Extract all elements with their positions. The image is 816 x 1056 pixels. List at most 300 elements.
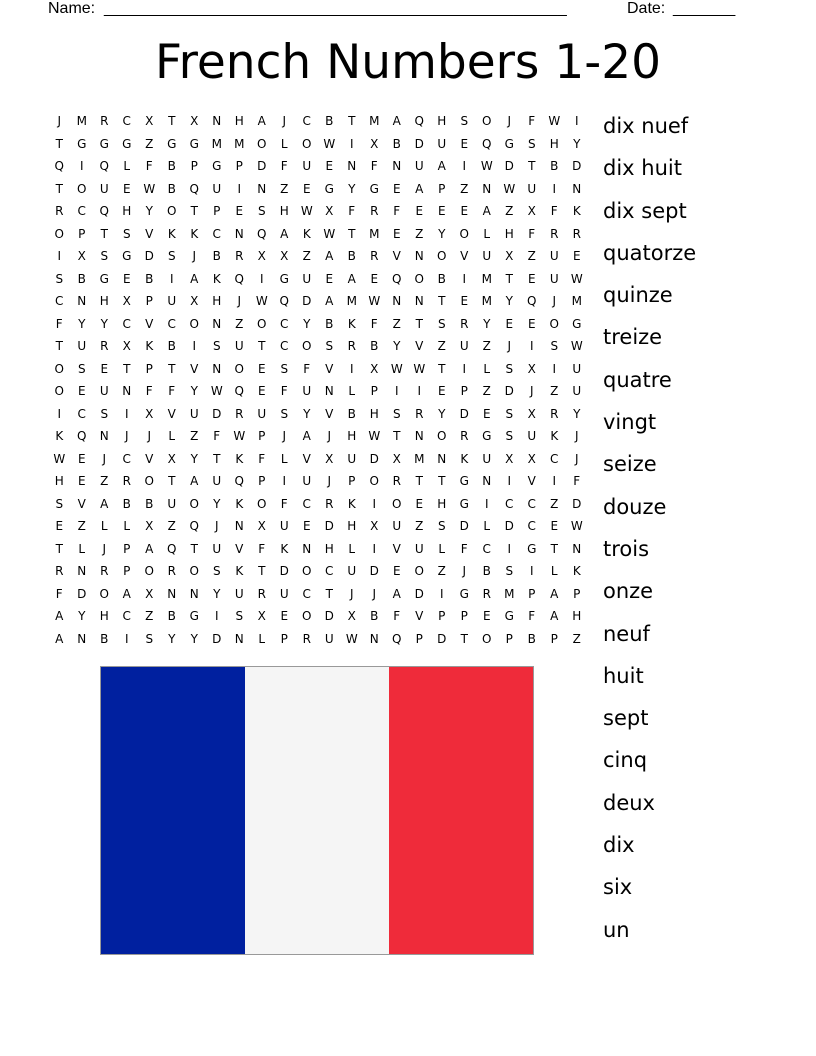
grid-letter: A [55,631,64,646]
grid-letter: B [392,136,401,151]
grid-letter: E [77,474,86,488]
grid-letter: K [55,429,64,443]
grid-letter: X [145,406,154,421]
grid-letter: M [414,451,425,466]
grid-row [48,493,588,516]
grid-letter: U [527,181,537,196]
grid-letter: E [325,159,334,173]
grid-letter: G [504,136,514,151]
grid-letter: X [527,204,536,218]
grid-letter: F [55,586,63,601]
grid-letter: H [549,136,559,151]
grid-letter: N [167,586,177,601]
grid-letter: D [459,519,469,533]
grid-letter: D [324,519,334,533]
grid-letter: L [483,519,491,533]
grid-row [48,313,588,336]
word-list-item: huit [603,663,644,688]
grid-letter: V [460,249,469,263]
grid-letter: E [460,136,469,151]
grid-letter: J [507,339,512,353]
date-label: Date: [627,0,666,17]
grid-letter: E [572,249,581,263]
grid-letter: Z [482,384,491,398]
grid-letter: B [145,271,154,286]
grid-letter: E [235,204,244,218]
grid-letter: T [55,136,63,151]
grid-letter: I [349,361,354,376]
grid-letter: P [123,541,131,556]
grid-letter: G [572,316,582,331]
grid-letter: O [302,564,312,578]
grid-letter: H [572,609,582,623]
grid-letter: Y [348,181,356,196]
grid-letter: A [550,586,559,601]
grid-letter: U [212,181,222,196]
grid-letter: N [212,316,222,331]
grid-letter: W [323,226,336,241]
grid-letter: B [347,406,356,421]
grid-letter: P [280,631,288,646]
grid-letter: X [527,406,536,421]
grid-letter: O [234,361,244,376]
grid-letter: T [168,361,176,376]
grid-letter: J [327,429,332,443]
grid-letter: R [55,564,64,578]
grid-letter: J [327,474,332,488]
grid-letter: N [234,519,244,533]
grid-letter: U [302,271,312,286]
grid-letter: C [122,316,131,331]
grid-letter: S [145,631,154,646]
grid-letter: Z [145,609,154,623]
word-list-item: seize [603,452,657,477]
grid-letter: O [54,384,64,398]
grid-letter: Y [303,316,311,331]
grid-letter: E [257,384,266,398]
grid-letter: D [302,294,312,308]
grid-letter: U [414,541,424,556]
grid-letter: N [572,181,582,196]
grid-letter: R [347,339,356,353]
grid-letter: E [392,226,401,241]
grid-row [48,335,588,358]
grid-letter: V [190,361,199,376]
grid-letter: J [102,541,107,556]
grid-letter: P [370,384,378,398]
grid-letter: O [189,496,199,511]
grid-letter: Y [78,316,86,331]
word-list-item: treize [603,325,663,350]
grid-letter: R [550,226,559,241]
grid-letter: V [302,451,311,466]
grid-letter: O [482,114,492,128]
grid-letter: F [303,361,311,376]
grid-letter: C [77,204,86,218]
grid-letter: Y [100,316,108,331]
grid-letter: L [483,226,491,241]
grid-letter: W [255,294,268,308]
grid-letter: X [257,609,266,623]
grid-letter: D [257,159,267,173]
flag-stripe-blue [101,667,245,954]
grid-letter: S [550,339,559,353]
grid-letter: U [414,159,424,173]
grid-letter: X [257,249,266,263]
grid-letter: O [414,564,424,578]
grid-letter: E [437,384,446,398]
grid-letter: N [347,159,357,173]
grid-letter: T [55,181,63,196]
grid-letter: O [437,249,447,263]
grid-letter: L [550,564,558,578]
grid-letter: S [437,316,446,331]
grid-letter: U [572,384,582,398]
grid-letter: G [212,159,222,173]
grid-letter: Q [234,384,244,398]
grid-letter: S [392,406,401,421]
grid-letter: D [414,136,424,151]
grid-letter: I [484,496,489,511]
grid-letter: D [369,451,379,466]
grid-letter: Y [573,406,581,421]
grid-letter: I [57,406,62,421]
grid-letter: C [527,519,536,533]
grid-letter: Y [438,406,446,421]
grid-letter: H [504,226,514,241]
grid-letter: I [462,271,467,286]
grid-letter: T [258,564,266,578]
grid-letter: Y [505,294,513,308]
grid-letter: I [372,496,377,511]
grid-letter: Y [78,609,86,623]
grid-letter: S [167,249,176,263]
grid-letter: Y [145,204,153,218]
grid-letter: O [302,136,312,151]
grid-letter: A [280,226,289,241]
grid-letter: Z [280,181,289,196]
grid-letter: D [572,496,582,511]
grid-letter: U [347,564,357,578]
grid-letter: U [437,136,447,151]
grid-letter: Z [415,519,424,533]
grid-letter: N [257,181,267,196]
grid-letter: Y [438,226,446,241]
grid-letter: I [259,271,264,286]
grid-letter: R [100,339,109,353]
grid-letter: S [235,609,244,623]
grid-letter: W [570,339,583,353]
grid-letter: U [212,474,222,488]
grid-letter: A [392,586,401,601]
grid-letter: N [324,384,334,398]
grid-letter: O [144,474,154,488]
grid-letter: U [482,249,492,263]
grid-letter: W [233,429,246,443]
grid-letter: M [481,294,492,308]
grid-letter: B [527,631,536,646]
grid-letter: V [325,361,334,376]
grid-letter: V [325,406,334,421]
grid-letter: T [258,339,266,353]
grid-letter: G [459,586,469,601]
grid-letter: Q [54,159,64,173]
grid-letter: H [279,204,289,218]
grid-letter: O [257,316,267,331]
grid-letter: H [369,406,379,421]
grid-letter: L [348,541,356,556]
grid-letter: Z [415,226,424,241]
grid-letter: N [212,361,222,376]
grid-letter: O [257,136,267,151]
word-list-item: dix nuef [603,114,689,138]
grid-letter: T [190,204,198,218]
grid-letter: T [190,541,198,556]
grid-letter: U [167,294,177,308]
grid-letter: E [460,204,469,218]
word-list-item: un [603,917,630,942]
grid-letter: E [280,609,289,623]
grid-letter: B [167,609,176,623]
grid-letter: P [348,474,356,488]
grid-letter: W [368,294,381,308]
grid-letter: L [438,541,446,556]
grid-letter: M [234,136,245,151]
grid-letter: W [413,361,426,376]
grid-letter: Y [190,384,198,398]
grid-letter: N [77,631,87,646]
grid-letter: M [571,294,582,308]
grid-row [48,538,588,561]
grid-letter: I [529,339,534,353]
word-list-item: quinze [603,283,673,308]
grid-letter: Q [482,136,492,151]
grid-row [48,133,588,156]
grid-letter: N [77,564,87,578]
grid-row [48,425,588,448]
grid-letter: E [527,271,536,286]
grid-letter: U [572,361,582,376]
grid-letter: I [507,474,512,488]
grid-letter: C [302,114,311,128]
grid-letter: N [392,294,402,308]
grid-letter: V [77,496,86,511]
grid-letter: Y [483,316,491,331]
grid-letter: X [347,609,356,623]
grid-letter: I [462,361,467,376]
grid-letter: L [168,429,176,443]
grid-letter: E [527,316,536,331]
grid-letter: Z [572,631,581,646]
grid-letter: I [79,159,84,173]
grid-letter: Z [235,316,244,331]
grid-row [48,358,588,381]
grid-letter: S [505,429,514,443]
grid-letter: Z [437,564,446,578]
grid-letter: U [212,541,222,556]
page-title: French Numbers 1-20 [154,35,662,90]
grid-letter: G [459,474,469,488]
grid-letter: T [55,541,63,556]
grid-letter: S [55,496,64,511]
grid-letter: P [505,631,513,646]
grid-row [48,583,588,606]
grid-letter: K [212,271,221,286]
grid-letter: S [325,339,334,353]
grid-letter: W [300,204,313,218]
grid-letter: U [324,631,334,646]
grid-letter: H [324,541,334,556]
grid-letter: F [393,204,401,218]
grid-letter: W [345,631,358,646]
grid-letter: X [370,136,379,151]
grid-letter: R [122,474,131,488]
grid-letter: R [460,316,469,331]
flag-stripe-red [389,667,533,954]
grid-letter: Q [189,181,199,196]
grid-letter: I [439,586,444,601]
grid-letter: Y [213,586,221,601]
grid-letter: H [234,114,244,128]
grid-letter: G [99,271,109,286]
grid-row [48,290,588,313]
grid-letter: K [347,316,356,331]
grid-letter: N [234,631,244,646]
grid-letter: S [280,406,289,421]
grid-letter: V [415,339,424,353]
grid-letter: Q [257,226,267,241]
grid-letter: X [505,249,514,263]
grid-letter: T [415,474,423,488]
grid-letter: B [145,496,154,511]
word-list-item: onze [603,579,654,604]
grid-letter: A [55,609,64,623]
grid-letter: F [280,384,288,398]
grid-row [48,605,588,628]
grid-letter: V [392,541,401,556]
grid-letter: D [504,159,514,173]
grid-letter: Q [527,294,537,308]
grid-row [48,223,588,246]
grid-letter: S [77,361,86,376]
grid-letter: X [505,451,514,466]
grid-letter: U [459,339,469,353]
grid-letter: H [99,294,109,308]
grid-letter: X [122,339,131,353]
grid-letter: L [483,361,491,376]
grid-letter: R [482,586,491,601]
grid-letter: R [302,631,311,646]
grid-letter: Z [550,496,559,511]
grid-letter: E [392,181,401,196]
grid-letter: C [527,496,536,511]
grid-letter: L [258,631,266,646]
grid-letter: W [548,114,561,128]
grid-letter: F [168,384,176,398]
grid-letter: R [167,564,176,578]
grid-letter: N [437,451,447,466]
grid-letter: X [145,586,154,601]
grid-letter: K [235,451,244,466]
grid-letter: E [122,271,131,286]
grid-letter: A [302,429,311,443]
grid-letter: I [529,564,534,578]
grid-letter: A [347,271,356,286]
word-list-item: trois [603,536,650,561]
grid-letter: N [122,384,132,398]
grid-letter: O [549,316,559,331]
grid-letter: J [102,451,107,466]
grid-letter: U [302,159,312,173]
grid-letter: F [528,114,536,128]
grid-letter: G [369,181,379,196]
grid-letter: S [460,114,469,128]
grid-letter: I [552,181,557,196]
grid-letter: D [572,159,582,173]
grid-letter: B [167,159,176,173]
grid-letter: D [504,384,514,398]
grid-letter: J [574,451,579,466]
grid-letter: S [122,226,131,241]
grid-letter: F [370,316,378,331]
grid-letter: R [370,249,379,263]
grid-letter: E [77,384,86,398]
grid-letter: J [57,114,62,128]
grid-letter: I [552,474,557,488]
grid-letter: R [572,226,581,241]
grid-letter: F [460,541,468,556]
grid-letter: H [54,474,64,488]
grid-letter: Q [99,204,109,218]
grid-letter: C [482,541,491,556]
grid-letter: U [527,429,537,443]
grid-letter: L [78,541,86,556]
grid-letter: X [167,451,176,466]
grid-letter: O [99,586,109,601]
grid-letter: G [77,136,87,151]
grid-letter: S [212,564,221,578]
grid-letter: B [370,609,379,623]
grid-letter: T [393,429,401,443]
grid-letter: C [122,451,131,466]
grid-letter: T [460,631,468,646]
grid-letter: D [459,406,469,421]
grid-letter: N [369,631,379,646]
grid-letter: E [392,564,401,578]
grid-letter: A [325,294,334,308]
grid-letter: D [324,609,334,623]
grid-letter: K [302,226,311,241]
grid-letter: Q [414,114,424,128]
grid-letter: P [438,181,446,196]
grid-letter: O [302,609,312,623]
name-label: Name: [48,0,96,17]
grid-letter: A [392,114,401,128]
grid-letter: V [527,474,536,488]
grid-letter: O [257,496,267,511]
grid-letter: C [302,496,311,511]
grid-letter: C [325,564,334,578]
grid-letter: A [190,474,199,488]
grid-letter: J [552,294,557,308]
grid-letter: X [527,361,536,376]
grid-letter: P [460,384,468,398]
grid-letter: P [78,226,86,241]
grid-letter: C [167,316,176,331]
grid-letter: H [347,429,357,443]
grid-letter: K [572,204,581,218]
grid-letter: E [415,204,424,218]
